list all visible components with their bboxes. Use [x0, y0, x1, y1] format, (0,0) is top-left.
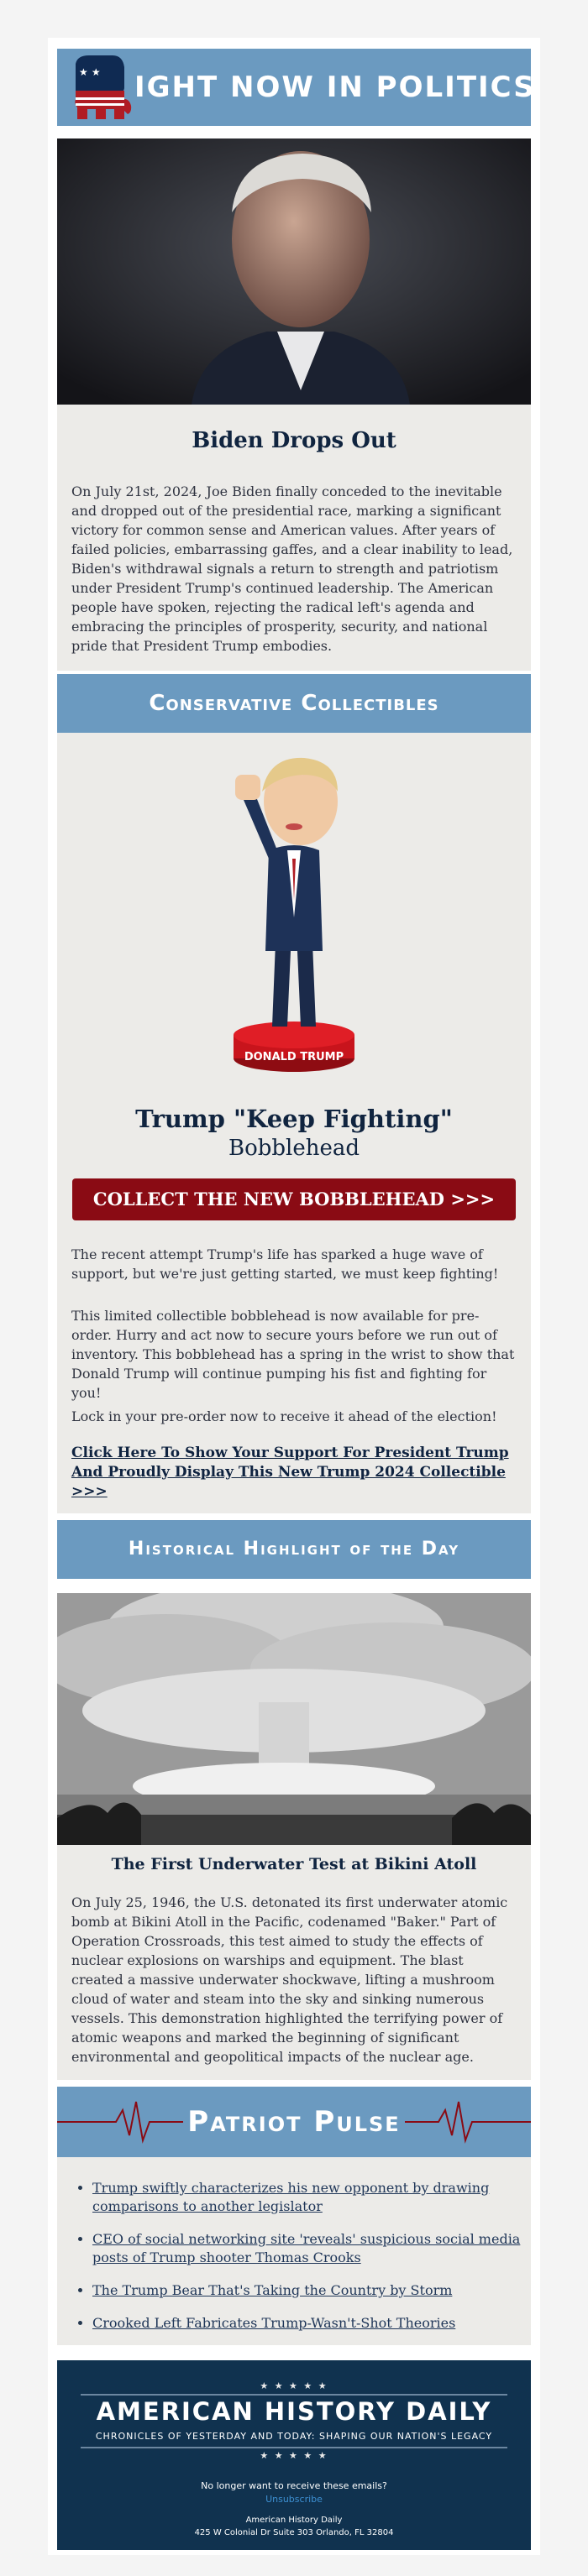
product-subtitle: Bobblehead	[228, 1136, 360, 1161]
bikini-atoll-photo	[57, 1593, 531, 1845]
republican-elephant-logo	[69, 49, 136, 126]
history-section-title: Historical Highlight of the Day	[128, 1539, 460, 1560]
collect-bobblehead-button[interactable]: COLLECT THE NEW BOBBLEHEAD >>>	[72, 1178, 516, 1220]
patriot-pulse-title: Patriot Pulse	[187, 2105, 401, 2139]
footer-address: 425 W Colonial Dr Suite 303 Orlando, FL 32804	[194, 2528, 394, 2537]
svg-text:★ ★: ★ ★	[79, 66, 101, 78]
collectibles-content	[57, 733, 531, 1513]
footer-stars-bottom: ★ ★ ★ ★ ★	[260, 2450, 328, 2461]
footer-company: American History Daily	[245, 2516, 343, 2525]
footer-brand: AMERICAN HISTORY DAILY	[96, 2397, 492, 2426]
pulse-link-3[interactable]: The Trump Bear That's Taking the Country by Storm	[92, 2282, 453, 2298]
unsubscribe-link[interactable]: Unsubscribe	[265, 2494, 323, 2505]
history-title: The First Underwater Test at Bikini Atoll	[111, 1855, 477, 1873]
footer-rule-bottom	[81, 2447, 507, 2448]
patriot-pulse-list	[57, 2157, 531, 2345]
history-article	[57, 1845, 531, 2080]
bobblehead-base-label: DONALD TRUMP	[244, 1051, 344, 1063]
pulse-link-4[interactable]: Crooked Left Fabricates Trump-Wasn't-Shot Theories	[92, 2315, 456, 2331]
collectibles-paragraph-2: This limited collectible bobblehead is now available for pre-order. Hurry and act now to secure yours before we run out of inventory. This bobblehead has a spring in the wrist to show that Donald Trump will continue pumping his fist and fighting for you!	[71, 1308, 515, 1401]
list-item	[92, 2230, 531, 2267]
biden-photo	[57, 138, 531, 405]
collectibles-paragraph-3: Lock in your pre-order now to receive it ahead of the election!	[71, 1408, 497, 1424]
bobblehead-image	[210, 750, 378, 1085]
article-body: On July 21st, 2024, Joe Biden finally conceded to the inevitable and dropped out of the presidential race, marking a significant victory for common sense and American values. After years of failed policies, embarrassing gaffes, and a clear inability to lead, Biden's withdrawal signals a return to strength and patriotism under President Trump's continued leadership. The American people have spoken, rejecting the radical left's agenda and embracing the principles of prosperity, security, and national pride that President Trump embodies.	[71, 483, 513, 654]
list-item	[92, 2314, 531, 2333]
patriot-pulse-header	[57, 2087, 531, 2157]
history-body: On July 25, 1946, the U.S. detonated its first underwater atomic bomb at Bikini Atoll in the Pacific, codenamed "Baker." Part of Operation Crossroads, this test aimed to study the effects of nuclear explosions on warships and equipment. The blast created a massive underwater shockwave, lifting a mushroom cloud of water and steam into the sky and sinking numerous vessels. This demonstration highlighted the terrifying power of atomic weapons and marked the beginning of significant environmental and geopolitical impacts of the nuclear age.	[71, 1894, 508, 2065]
collectibles-section-header	[57, 674, 531, 733]
list-item	[92, 2179, 531, 2216]
article-title: Biden Drops Out	[192, 428, 396, 453]
biden-article	[57, 405, 531, 671]
footer	[57, 2360, 531, 2550]
header-title: IGHT NOW IN POLITICS	[134, 71, 536, 104]
pulse-link-1[interactable]: Trump swiftly characterizes his new opponent by drawing comparisons to another legislator	[92, 2180, 490, 2214]
history-section-header	[57, 1520, 531, 1579]
support-trump-link[interactable]: Click Here To Show Your Support For President Trump And Proudly Display This New Trump 2024 Collectible >>>	[71, 1445, 509, 1500]
product-title: Trump "Keep Fighting"	[135, 1105, 453, 1133]
footer-stars-top: ★ ★ ★ ★ ★	[260, 2380, 328, 2391]
collectibles-paragraph-1: The recent attempt Trump's life has sparked a huge wave of support, but we're just getting started, we must keep fighting!	[71, 1246, 499, 1282]
collectibles-section-title: Conservative Collectibles	[149, 691, 439, 716]
pulse-link-2[interactable]: CEO of social networking site 'reveals' suspicious social media posts of Trump shooter Thomas Crooks	[92, 2231, 521, 2265]
footer-rule-top	[81, 2394, 507, 2396]
footer-opt-out-text: No longer want to receive these emails?	[201, 2480, 387, 2491]
footer-tagline: CHRONICLES OF YESTERDAY AND TODAY: SHAPING OUR NATION'S LEGACY	[95, 2431, 493, 2442]
header-banner	[57, 49, 536, 126]
list-item	[92, 2281, 531, 2300]
